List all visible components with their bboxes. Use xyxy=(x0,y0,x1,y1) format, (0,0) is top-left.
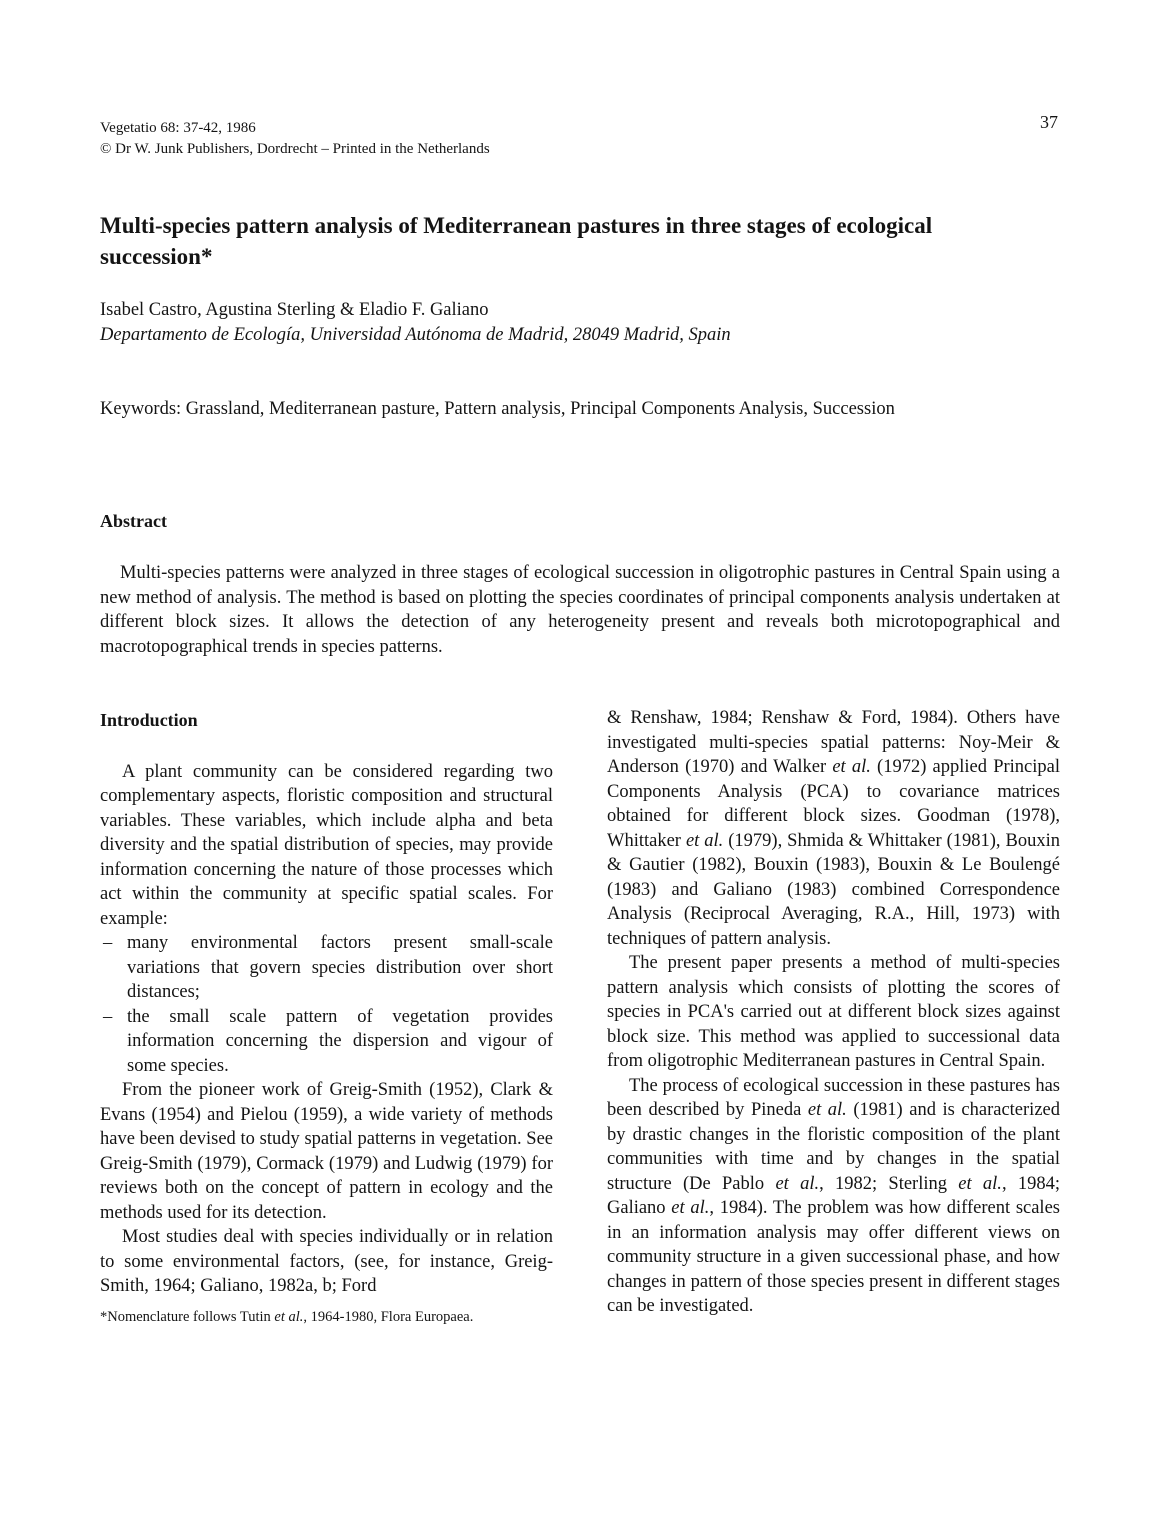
italic-run: et al. xyxy=(685,830,724,851)
footnote-text: , 1964-1980, Flora Europaea. xyxy=(303,1308,474,1325)
italic-run: et al. xyxy=(832,757,871,777)
paper-title: Multi-species pattern analysis of Mediterranean pastures in three stages of ecological succession* xyxy=(100,213,933,269)
keywords: Keywords: Grassland, Mediterranean pasture, Pattern analysis, Principal Components Analysis, Succession xyxy=(100,399,895,419)
intro-paragraph-3: Most studies deal with species individually or in relation to some environmental factors, (see, for instance, Greig-Smith, 1964; Galiano, 1982a, b; Ford xyxy=(100,1227,553,1296)
footnote-italic: et al. xyxy=(274,1308,304,1325)
publisher-line: © Dr W. Junk Publishers, Dordrecht – Printed in the Netherlands xyxy=(100,141,490,157)
intro-paragraph-4: The present paper presents a method of multi-species pattern analysis which consists of plotting the scores of species in PCA's carried out at different block sizes against block size. This method was applied to successional data from oligotrophic Mediterranean pastures in Central Spain. xyxy=(607,953,1060,1071)
author-block xyxy=(100,298,731,348)
text-run: (1981) and is characterized by drastic changes in the floristic composition of the plant communities with time and by changes in the spatial structure (De Pablo xyxy=(607,1100,1060,1194)
intro-paragraph-1: A plant community can be considered regarding two complementary aspects, floristic composition and structural variables. These variables, which include alpha and beta diversity and the spatial distribution of species, may provide information concerning the nature of those processes which act within the community at specific spatial scales. For example: xyxy=(100,761,553,929)
italic-run: et al. xyxy=(671,1198,710,1218)
page-number: 37 xyxy=(1040,112,1058,132)
abstract-heading: Abstract xyxy=(100,511,167,531)
journal-citation: Vegetatio 68: 37-42, 1986 xyxy=(100,120,256,136)
journal-header xyxy=(100,118,490,160)
text-run: , 1984; Galiano xyxy=(607,1173,1060,1218)
text-run: (1972) applied Principal Components Analysis (PCA) to covariance matrices obtained for different block sizes. Goodman (1978), Whittaker xyxy=(607,757,1060,851)
list-item: – many environmental factors present small-scale variations that govern species distribution over short distances; xyxy=(100,931,553,1005)
italic-run: et al. xyxy=(807,1100,847,1120)
abstract-text: Multi-species patterns were analyzed in three stages of ecological succession in oligotrophic pastures in Central Spain using a new method of analysis. The method is based on plotting the species coordinates of principal components analysis undertaken at different block sizes. It allows the detection of any heterogeneity present and reveals both microtopographical and macrotopographical trends in species patterns. xyxy=(100,563,1060,657)
author-names: Isabel Castro, Agustina Sterling & Eladio F. Galiano xyxy=(100,300,489,320)
introduction-heading: Introduction xyxy=(100,710,198,730)
footnote-text: *Nomenclature follows Tutin xyxy=(100,1308,275,1325)
affiliation: Departamento de Ecología, Universidad Autónoma de Madrid, 28049 Madrid, Spain xyxy=(100,325,731,345)
text-run: , 1982; Sterling xyxy=(819,1173,959,1194)
list-item: – the small scale pattern of vegetation provides information concerning the dispersion and vigour of some species. xyxy=(100,1005,553,1079)
footnote xyxy=(100,1307,553,1327)
text-run: & Renshaw, 1984; Renshaw & Ford, 1984). Others have investigated multi-species spatial patterns: Noy-Meir & Anderson (1970) and Walker xyxy=(607,708,1060,777)
right-column xyxy=(607,706,1060,1319)
intro-bullet-list xyxy=(100,931,553,1078)
text-run: The process of ecological succession in these pastures has been described by Pineda xyxy=(607,1075,1060,1120)
text-run: , 1984). The problem was how different scales in an information analysis may offer different views on community structure in a given successional phase, and how changes in pattern of those species present in different stages can be investigated. xyxy=(607,1198,1060,1316)
intro-paragraph-2: From the pioneer work of Greig-Smith (1952), Clark & Evans (1954) and Pielou (1959), a wide variety of methods have been devised to study spatial patterns in vegetation. See Greig-Smith (1979), Cormack (1979) and Ludwig (1979) for reviews both on the concept of pattern in ecology and the methods used for its detection. xyxy=(100,1080,553,1223)
intro-paragraph-3-continued xyxy=(607,706,1060,951)
intro-paragraph-5 xyxy=(607,1074,1060,1319)
text-run: (1979), Shmida & Whittaker (1981), Bouxin & Gautier (1982), Bouxin (1983), Bouxin & Le Boulengé (1983) and Galiano (1983) combined Correspondence Analysis (Reciprocal Averaging, R.A., Hill, 1973) with techniques of pattern analysis. xyxy=(607,830,1061,949)
italic-run: et al. xyxy=(775,1173,820,1194)
italic-run: et al. xyxy=(958,1173,1002,1194)
left-column xyxy=(100,708,553,1327)
